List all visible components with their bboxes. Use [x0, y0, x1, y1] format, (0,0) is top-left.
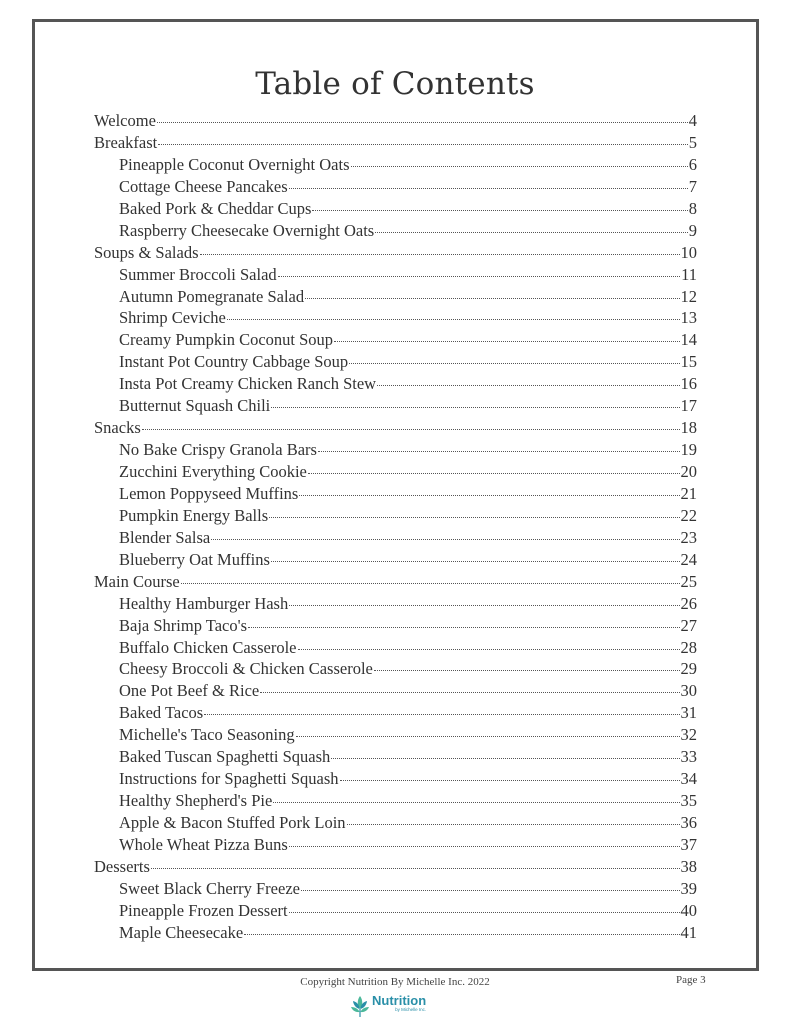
toc-entry-section[interactable]	[94, 418, 697, 440]
toc-entry-page-number: 10	[680, 242, 697, 262]
dot-leader	[248, 626, 680, 628]
toc-entry-label: Whole Wheat Pizza Buns	[119, 834, 288, 854]
toc-entry-recipe[interactable]	[94, 440, 697, 462]
toc-entry-label: Instructions for Spaghetti Squash	[119, 769, 339, 789]
dot-leader	[301, 889, 680, 891]
page-number: Page 3	[676, 974, 706, 986]
toc-entry-page-number: 36	[680, 813, 697, 832]
toc-entry-recipe[interactable]	[94, 835, 697, 857]
toc-entry-page-number: 14	[680, 330, 697, 350]
toc-entry-page-number: 34	[680, 769, 697, 789]
toc-entry-recipe[interactable]	[94, 265, 697, 287]
toc-entry-page-number: 38	[680, 856, 697, 876]
toc-entry-recipe[interactable]	[94, 725, 697, 747]
toc-entry-recipe[interactable]	[94, 287, 697, 309]
toc-entry-page-number: 30	[680, 681, 697, 701]
toc-entry-label: Blender Salsa	[119, 527, 211, 547]
toc-entry-recipe[interactable]	[94, 879, 697, 901]
toc-entry-label: Insta Pot Creamy Chicken Ranch Stew	[119, 374, 377, 394]
toc-entry-page-number: 16	[680, 374, 697, 394]
toc-entry-recipe[interactable]	[94, 791, 697, 813]
dot-leader	[181, 582, 680, 584]
toc-entry-page-number: 17	[680, 396, 697, 416]
toc-entry-label: Lemon Poppyseed Muffins	[119, 483, 299, 503]
toc-entry-page-number: 8	[688, 198, 697, 218]
toc-entry-recipe[interactable]	[94, 330, 697, 352]
dot-leader	[244, 933, 679, 935]
toc-entry-page-number: 22	[680, 505, 697, 525]
toc-entry-recipe[interactable]	[94, 923, 697, 945]
toc-entry-page-number: 39	[680, 878, 697, 898]
toc-entry-page-number: 28	[680, 637, 697, 657]
toc-entry-recipe[interactable]	[94, 703, 697, 725]
toc-entry-recipe[interactable]	[94, 550, 697, 572]
toc-entry-recipe[interactable]	[94, 221, 697, 243]
toc-entry-label: Main Course	[94, 571, 180, 591]
dot-leader	[271, 560, 680, 562]
toc-entry-label: Soups & Salads	[94, 242, 199, 262]
toc-entry-section[interactable]	[94, 243, 697, 265]
dot-leader	[374, 669, 680, 671]
dot-leader	[271, 406, 679, 408]
dot-leader	[377, 384, 679, 386]
dot-leader	[289, 845, 680, 847]
toc-entry-label: Pineapple Frozen Dessert	[119, 900, 288, 920]
toc-entry-recipe[interactable]	[94, 747, 697, 769]
toc-entry-label: Pumpkin Energy Balls	[119, 505, 269, 525]
toc-entry-label: Blueberry Oat Muffins	[119, 549, 270, 569]
toc-entry-page-number: 7	[688, 176, 697, 196]
dot-leader	[260, 691, 679, 693]
toc-entry-label: Autumn Pomegranate Salad	[119, 286, 305, 306]
toc-entry-recipe[interactable]	[94, 659, 697, 681]
toc-entry-section[interactable]	[94, 572, 697, 594]
toc-entry-label: Summer Broccoli Salad	[119, 264, 277, 284]
toc-entry-page-number: 24	[680, 549, 697, 569]
toc-entry-page-number: 41	[680, 922, 697, 942]
dot-leader	[200, 253, 680, 255]
toc-entry-page-number: 27	[680, 615, 697, 635]
toc-entry-recipe[interactable]	[94, 681, 697, 703]
toc-entry-label: Raspberry Cheesecake Overnight Oats	[119, 220, 375, 240]
toc-entry-label: Snacks	[94, 418, 141, 438]
toc-entry-recipe[interactable]	[94, 396, 697, 418]
toc-entry-page-number: 23	[680, 527, 697, 547]
toc-entry-page-number: 26	[680, 593, 697, 613]
dot-leader	[340, 779, 680, 781]
toc-entry-label: Cottage Cheese Pancakes	[119, 176, 288, 196]
toc-entry-page-number: 18	[680, 418, 697, 438]
toc-entry-label: Baked Tacos	[119, 703, 204, 723]
dot-leader	[273, 801, 679, 803]
toc-entry-label: Pineapple Coconut Overnight Oats	[119, 154, 350, 174]
toc-entry-label: Shrimp Ceviche	[119, 308, 226, 328]
toc-entry-section[interactable]	[94, 111, 697, 133]
logo-wordmark: Nutrition	[372, 993, 427, 1008]
toc-entry-recipe[interactable]	[94, 813, 697, 835]
toc-entry-label: Butternut Squash Chili	[119, 396, 271, 416]
toc-entry-section[interactable]	[94, 857, 697, 879]
toc-entry-label: Sweet Black Cherry Freeze	[119, 878, 300, 898]
toc-entry-label: Creamy Pumpkin Coconut Soup	[119, 330, 334, 350]
toc-entry-page-number: 29	[680, 659, 697, 679]
toc-entry-recipe[interactable]	[94, 616, 697, 638]
toc-entry-label: Breakfast	[94, 132, 158, 152]
toc-entry-page-number: 6	[688, 154, 697, 174]
dot-leader	[331, 757, 679, 759]
toc-entry-label: Apple & Bacon Stuffed Pork Loin	[119, 813, 346, 832]
toc-entry-recipe[interactable]	[94, 901, 697, 923]
dot-leader	[269, 516, 679, 518]
dot-leader	[204, 713, 679, 715]
toc-entry-recipe[interactable]	[94, 528, 697, 550]
toc-entry-label: Zucchini Everything Cookie	[119, 462, 307, 481]
dot-leader	[211, 538, 679, 540]
dot-leader	[289, 187, 688, 189]
dot-leader	[227, 318, 680, 320]
dot-leader	[142, 428, 680, 430]
toc-entry-page-number: 40	[680, 900, 697, 920]
toc-entry-recipe[interactable]	[94, 638, 697, 660]
toc-entry-recipe[interactable]	[94, 484, 697, 506]
dot-leader	[296, 735, 680, 737]
toc-entry-page-number: 13	[680, 308, 697, 328]
dot-leader	[349, 362, 679, 364]
toc-entry-recipe[interactable]	[94, 506, 697, 528]
toc-entry-page-number: 21	[680, 483, 697, 503]
toc-entry-page-number: 35	[680, 791, 697, 811]
dot-leader	[312, 209, 687, 211]
dot-leader	[298, 648, 680, 650]
dot-leader	[151, 867, 680, 869]
toc-entry-page-number: 19	[680, 440, 697, 460]
toc-entry-recipe[interactable]	[94, 199, 697, 221]
dot-leader	[305, 297, 679, 299]
dot-leader	[158, 143, 688, 145]
toc-entry-recipe[interactable]	[94, 462, 697, 484]
toc-entry-label: Cheesy Broccoli & Chicken Casserole	[119, 659, 373, 679]
toc-entry-label: Desserts	[94, 856, 150, 876]
dot-leader	[318, 450, 680, 452]
toc-entry-page-number: 31	[680, 703, 697, 723]
toc-entry-recipe[interactable]	[94, 155, 697, 177]
toc-entry-label: No Bake Crispy Granola Bars	[119, 440, 317, 460]
table-of-contents	[94, 111, 697, 945]
toc-entry-page-number: 37	[680, 834, 697, 854]
toc-entry-label: Healthy Shepherd's Pie	[119, 791, 273, 811]
toc-entry-label: Buffalo Chicken Casserole	[119, 637, 297, 657]
toc-entry-label: One Pot Beef & Rice	[119, 681, 260, 701]
toc-entry-label: Baked Tuscan Spaghetti Squash	[119, 747, 331, 767]
dot-leader	[289, 911, 680, 913]
toc-entry-page-number: 33	[680, 747, 697, 767]
nutrition-logo	[350, 994, 426, 1018]
toc-entry-label: Welcome	[94, 111, 156, 130]
toc-entry-page-number: 9	[688, 220, 697, 240]
logo-subtitle: by Michelle Inc.	[395, 1007, 427, 1012]
leaf-icon	[350, 994, 370, 1018]
toc-entry-recipe[interactable]	[94, 769, 697, 791]
toc-entry-recipe[interactable]	[94, 308, 697, 330]
toc-entry-page-number: 5	[688, 132, 697, 152]
toc-entry-page-number: 12	[680, 286, 697, 306]
toc-entry-recipe[interactable]	[94, 177, 697, 199]
toc-entry-page-number: 4	[688, 111, 697, 130]
copyright-text: Copyright Nutrition By Michelle Inc. 2022	[300, 976, 490, 988]
toc-entry-recipe[interactable]	[94, 352, 697, 374]
toc-entry-page-number: 25	[680, 571, 697, 591]
dot-leader	[308, 472, 680, 474]
toc-entry-label: Instant Pot Country Cabbage Soup	[119, 352, 349, 372]
toc-entry-page-number: 20	[680, 462, 697, 481]
dot-leader	[299, 494, 679, 496]
toc-entry-label: Michelle's Taco Seasoning	[119, 725, 295, 745]
toc-entry-label: Healthy Hamburger Hash	[119, 593, 289, 613]
dot-leader	[334, 340, 679, 342]
dot-leader	[157, 121, 688, 123]
toc-entry-recipe[interactable]	[94, 594, 697, 616]
dot-leader	[278, 275, 680, 277]
dot-leader	[351, 165, 688, 167]
toc-entry-label: Baked Pork & Cheddar Cups	[119, 198, 312, 218]
toc-entry-page-number: 15	[680, 352, 697, 372]
toc-entry-page-number: 32	[680, 725, 697, 745]
page-title: Table of Contents	[255, 66, 535, 102]
dot-leader	[375, 231, 688, 233]
toc-entry-label: Baja Shrimp Taco's	[119, 615, 247, 635]
dot-leader	[289, 604, 679, 606]
toc-entry-section[interactable]	[94, 133, 697, 155]
toc-entry-page-number: 11	[681, 264, 697, 284]
toc-entry-label: Maple Cheesecake	[119, 922, 244, 942]
dot-leader	[347, 823, 680, 825]
toc-entry-recipe[interactable]	[94, 374, 697, 396]
